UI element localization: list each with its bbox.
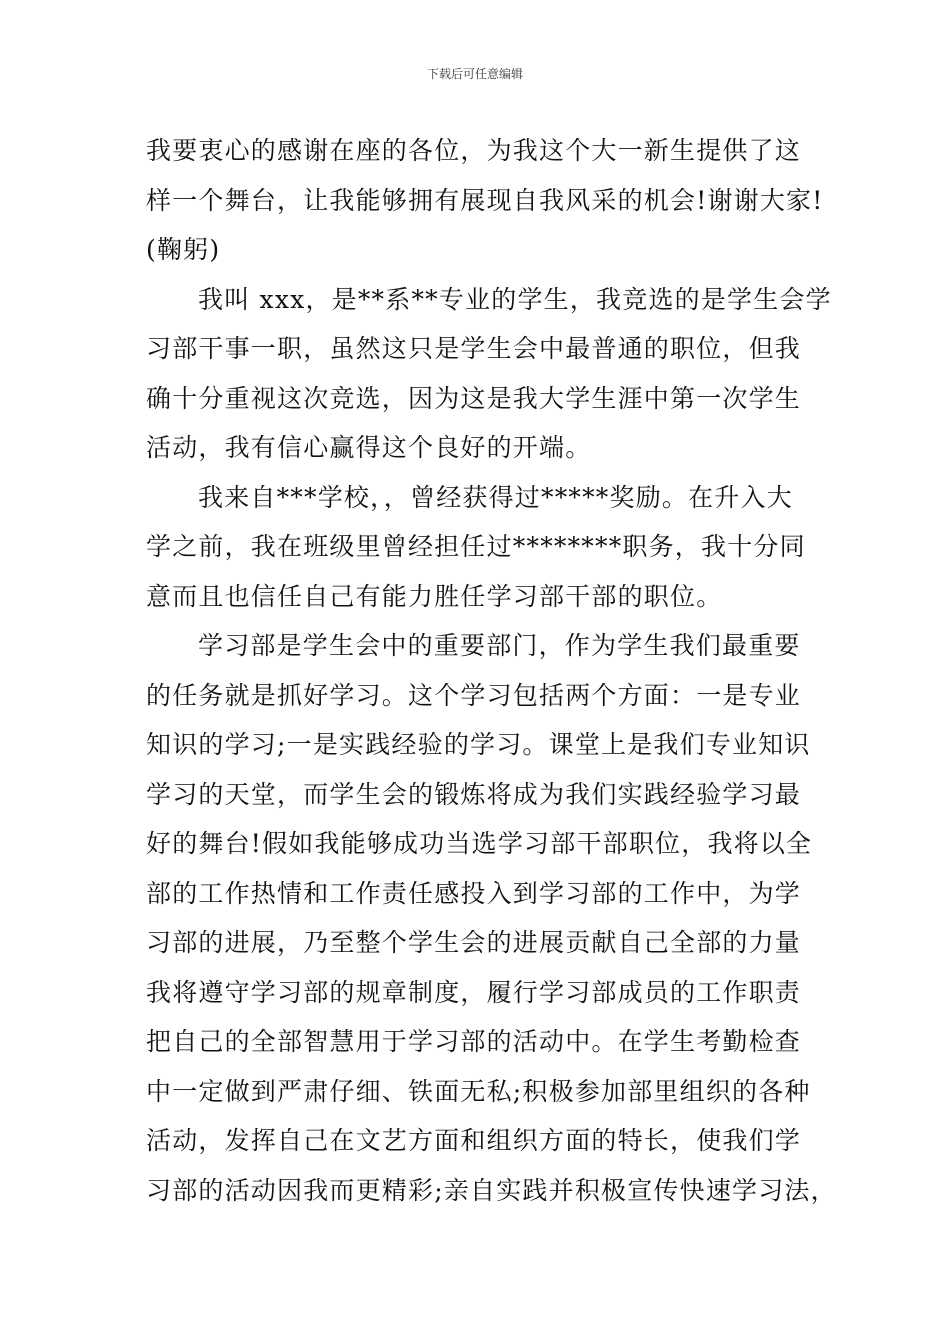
body-line: 好的舞台!假如我能够成功当选学习部干部职位，我将以全 — [146, 829, 813, 858]
body-line: 习部的进展，乃至整个学生会的进展贡献自己全部的力量 — [146, 928, 802, 957]
body-line: 意而且也信任自己有能力胜任学习部干部的职位。 — [146, 581, 723, 611]
paragraph-start-line: 学习部是学生会中的重要部门，作为学生我们最重要 — [198, 631, 801, 660]
body-line: 活动，我有信心赢得这个良好的开端。 — [146, 433, 592, 462]
header-text: 下载后可任意编辑 — [426, 67, 523, 81]
body-line: (鞠躬) — [146, 235, 221, 264]
document-body — [146, 126, 837, 1215]
body-line: 我要衷心的感谢在座的各位，为我这个大一新生提供了这 — [146, 136, 802, 165]
body-line: 活动，发挥自己在文艺方面和组织方面的特长，使我们学 — [146, 1126, 802, 1155]
body-line: 样一个舞台，让我能够拥有展现自我风采的机会!谢谢大家! — [146, 185, 824, 215]
body-line: 的任务就是抓好学习。这个学习包括两个方面：一是专业 — [146, 680, 802, 710]
body-line: 确十分重视这次竞选，因为这是我大学生涯中第一次学生 — [146, 383, 802, 413]
body-line: 部的工作热情和工作责任感投入到学习部的工作中，为学 — [146, 878, 802, 908]
body-line: 习部干事一职，虽然这只是学生会中最普通的职位，但我 — [146, 334, 802, 363]
body-line: 中一定做到严肃仔细、铁面无私;积极参加部里组织的各种 — [146, 1076, 811, 1106]
body-line: 把自己的全部智慧用于学习部的活动中。在学生考勤检查 — [146, 1027, 802, 1056]
page-header — [0, 66, 950, 82]
body-line: 习部的活动因我而更精彩;亲自实践并积极宣传快速学习法， — [146, 1175, 837, 1205]
paragraph-start-line: 我叫 xxx，是**系**专业的学生，我竞选的是学生会学 — [198, 284, 832, 314]
body-line: 学习的天堂，而学生会的锻炼将成为我们实践经验学习最 — [146, 779, 802, 809]
paragraph-start-line: 我来自***学校，，曾经获得过*****奖励。在升入大 — [198, 482, 793, 512]
body-line: 我将遵守学习部的规章制度，履行学习部成员的工作职责 — [146, 977, 802, 1007]
body-line: 学之前，我在班级里曾经担任过********职务，我十分同 — [146, 532, 806, 561]
body-line: 知识的学习;一是实践经验的学习。课堂上是我们专业知识 — [146, 730, 811, 759]
